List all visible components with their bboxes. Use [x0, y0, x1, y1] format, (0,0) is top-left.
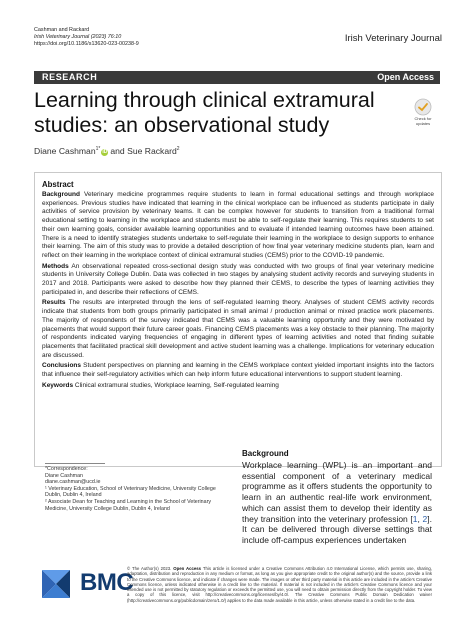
reference-link[interactable]: 1: [412, 513, 418, 524]
citation-journal-volume: Irish Veterinary Journal (2023) 76:10: [34, 34, 122, 40]
orcid-icon[interactable]: iD: [102, 149, 108, 155]
abstract-section-label: Results: [42, 299, 66, 307]
abstract-section-text: An observational repeated cross-sectional design study was conducted with two groups of final year veterinary medicine students in University College Dublin. Data was collected in two stages by analysing student activity records and surveying students in 2017 and 2018. Participants were asked to describe how they planned their CEMS, to describe the types of learning activities they participated in, and describe their reflections of CEMS.: [42, 262, 434, 296]
article-type-banner: [34, 71, 440, 84]
citation-authors: Cashman and Rackard: [34, 27, 90, 33]
abstract-section-text: Veterinary medicine programmes require students to learn in formal educational settings and through workplace experiences. Previous studies have indicated that learning in the clinical workplace can be influenced as students participate in daily activities of service provision by veterinary teams. It can be complex however for students to transition from a traditional formal educational setting to learning in the workplace and students must be able to self-regulate their learning. This requires students to set their own learning goals, consider available learning opportunities and to evaluate if intended learning outcomes have been attained. There is a need to identify strategies students undertake to self-regulate their learning in the workplace to design supports to enhance their learning. The aim of this study was to provide a detailed description of how final year veterinary medicine students plan, learn and reflect on their learning in the workplace context of clinical extramural studies (CEMS) prior to the COVID-19 pandemic.: [42, 191, 435, 259]
check-updates-icon: [414, 98, 432, 116]
abstract-section-label: Methods: [42, 262, 69, 270]
footnote-line: Medicine, University College Dublin, Dublin 4, Ireland: [45, 505, 170, 512]
article-type-label: RESEARCH: [42, 72, 98, 82]
correspondence-footnotes: [45, 466, 220, 512]
citation-doi[interactable]: https://doi.org/10.1186/s13620-023-00238-9: [34, 41, 139, 47]
author-name-2[interactable]: and Sue Rackard: [110, 146, 177, 156]
correspondence-email[interactable]: diane.cashman@ucd.ie: [45, 479, 101, 486]
footnote-line: Dublin, Dublin 4, Ireland: [45, 492, 102, 499]
bmc-logo-icon: [40, 566, 76, 600]
abstract-methods: [42, 263, 434, 298]
abstract-background: [42, 191, 434, 261]
article-title: Learning through clinical extramural studies: an observational study: [34, 88, 375, 137]
journal-name: Irish Veterinary Journal: [344, 33, 442, 44]
footnote-line: *Correspondence:: [45, 466, 88, 472]
abstract-section-label: Keywords: [42, 381, 74, 389]
author-list: [34, 146, 180, 156]
abstract-conclusions: [42, 362, 434, 379]
footnote-line: ¹ Veterinary Education, School of Veterinary Medicine, University College: [45, 485, 216, 492]
open-access-label: Open Access: [377, 72, 434, 82]
reference-link[interactable]: 2: [422, 513, 428, 524]
background-heading: Background: [242, 449, 289, 458]
abstract-section-text: The results are interpreted through the lens of self-regulated learning theory. Analyses of student CEMS activity records indicate that students from both groups primarily participated in small animal / production animal or mixed practice work placements. The majority of respondents of the survey indicated that CEMS was a valuable learning opportunity and they were motivated by placements that would support their future career goals. Financing CEMS placements was a key obstacle to their planning. The majority of respondents indicated varying frequencies of engaging in different types of learning activities and noted that finding suitable placements that facilitated practical skill development and active student learning was a challenge. Implications for veterinary education are discussed.: [42, 299, 434, 359]
abstract-box: [34, 172, 442, 467]
abstract-results: [42, 299, 434, 360]
abstract-heading: Abstract: [42, 180, 74, 189]
abstract-section-text: Clinical extramural studies, Workplace learning, Self-regulated learning: [74, 381, 279, 389]
author-affiliation-marker: 1*: [95, 146, 101, 153]
publisher-logo[interactable]: [40, 566, 134, 600]
background-paragraph: Workplace learning (WPL) is an important and essential component of a veterinary medical programme as it offers students the opportunity to learn in an authentic real-life work environment, which can assist them to develop their identity as they transition into the veterinary profession [1, 2]. It can be delivered through diverse settings that include off-campus experiences undertaken: [242, 460, 432, 545]
abstract-section-text: Student perspectives on planning and learning in the CEMS workplace context yielded important insights into the factors that influence their self-regulatory activities which can help inform future educational interventions to support student learning.: [42, 362, 435, 379]
check-for-updates-button[interactable]: [410, 98, 436, 126]
check-updates-label: Check for updates: [414, 116, 432, 126]
footnote-line: Diane Cashman: [45, 472, 83, 479]
article-citation: [34, 27, 139, 48]
author-affiliation-marker-2: 2: [176, 146, 180, 153]
bmc-logo-text: BMC: [80, 569, 134, 596]
abstract-section-label: Conclusions: [42, 362, 82, 370]
abstract-keywords: [42, 382, 434, 391]
footnote-line: ² Associate Dean for Teaching and Learning in the School of Veterinary: [45, 498, 211, 505]
author-name[interactable]: Diane Cashman: [34, 146, 96, 156]
footnote-divider: [45, 463, 105, 464]
license-notice: © The Author(s) 2023. Open Access This article is licensed under a Creative Commons Attribution 4.0 International License, which permits use, sharing, adaptation, distribution and reproduction in any medium or format, as long as you give appropriate credit to the original author(s) and the source, provide a link to the Creative Commons licence, and indicate if changes were made. The images or other third party material in this article are included in the article's Creative Commons licence, unless indicated otherwise in a credit line to the material. If material is not included in the article's Creative Commons licence and your intended use is not permitted by statutory regulation or exceeds the permitted use, you will need to obtain permission directly from the copyright holder. To view a copy of this licence, visit http://creativecommons.org/licenses/by/4.0/. The Creative Commons Public Domain Dedication waiver (http://creativecommons.org/publicdomain/zero/1.0/) applies to the data made available in this article, unless otherwise stated in a credit line to the data.: [127, 566, 432, 603]
abstract-section-label: Background: [42, 191, 80, 198]
